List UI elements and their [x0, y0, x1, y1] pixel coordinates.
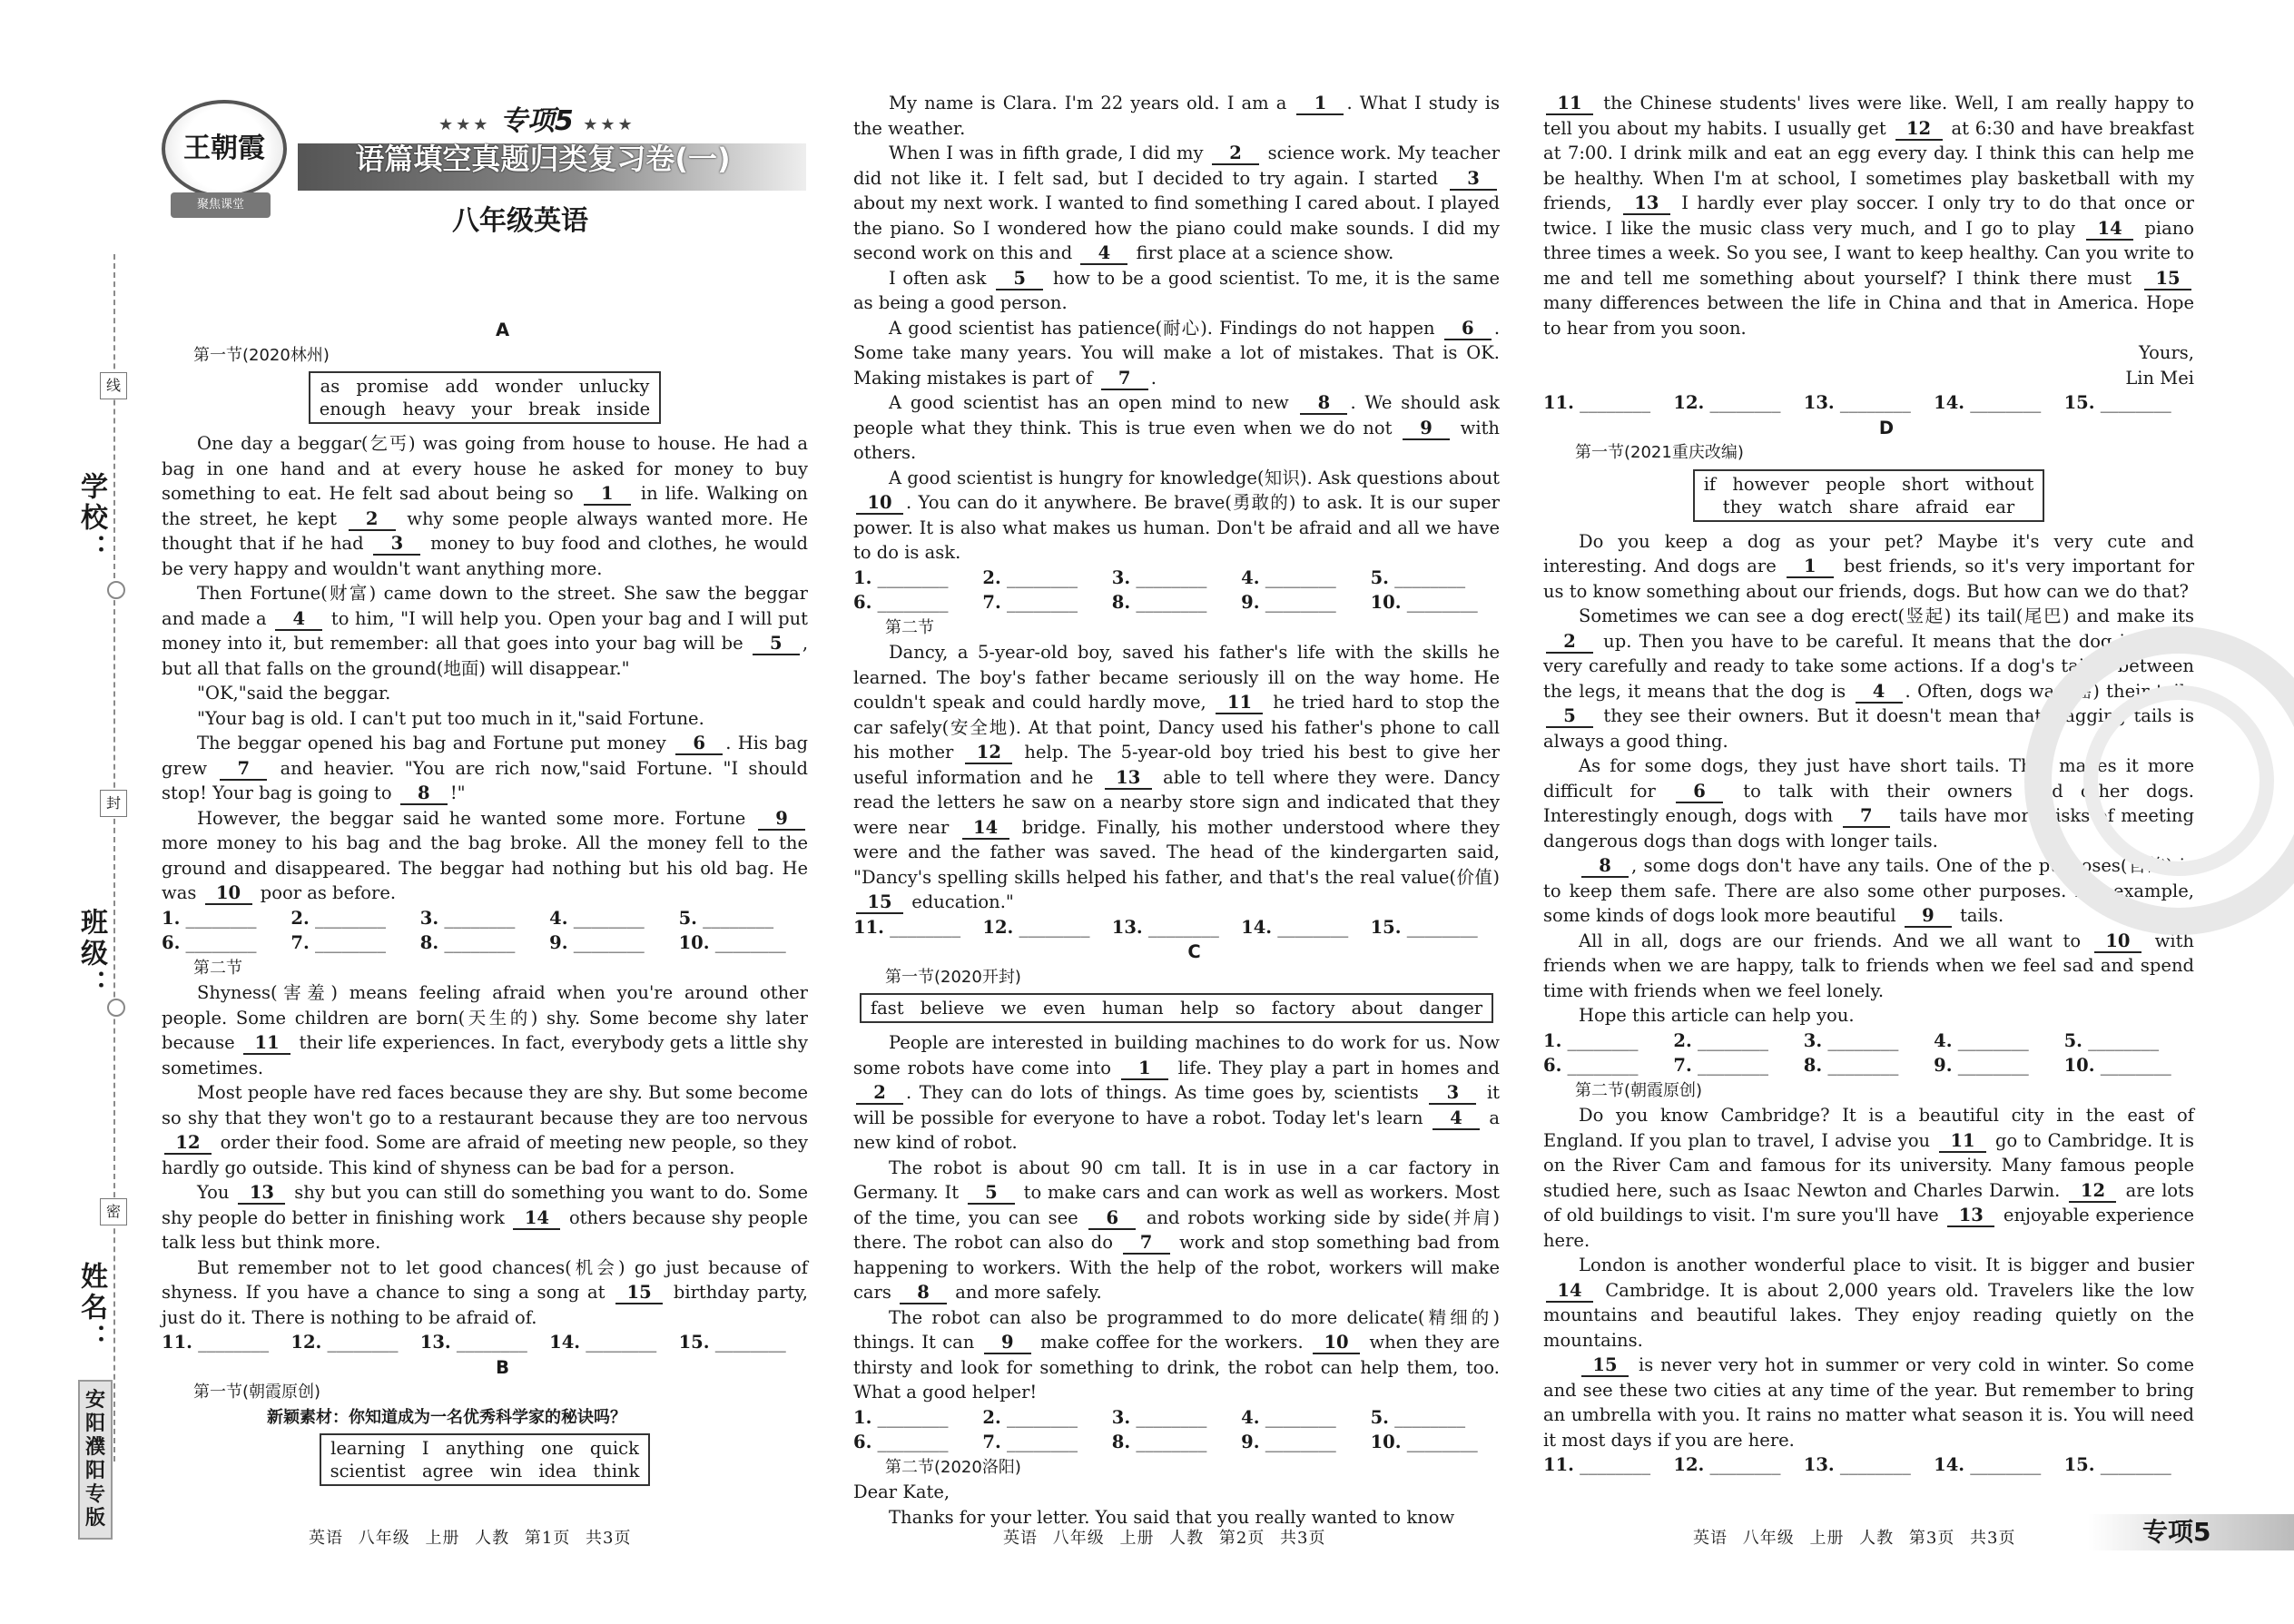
- answer-slot[interactable]: 11. _____: [1543, 1452, 1673, 1478]
- page-footer: 英语 八年级 上册 人教 第3页 共3页: [1693, 1529, 2016, 1548]
- blank[interactable]: 3: [1450, 169, 1497, 191]
- page-footer: 英语 八年级 上册 人教 第1页 共3页: [309, 1529, 632, 1548]
- paragraph: A good scientist has patience(耐心). Findings do not happen 6 . Some take many years. You will make a lot of mistakes. That is OK. Making mistakes is part of 7 .: [853, 317, 1501, 389]
- watermark-seal-icon: [2083, 685, 2274, 876]
- answer-slot[interactable]: 13. _____: [1112, 915, 1241, 940]
- blank[interactable]: 2: [856, 1083, 903, 1105]
- blank[interactable]: 12: [2069, 1181, 2116, 1203]
- blank[interactable]: 5: [1546, 706, 1593, 728]
- paragraph: Shyness(害羞) means feeling afraid when you're around other people. Some children are born(天生的) shy. Some become shy later because 11 their life experiences. In fact, everybody gets a little shy sometimes.: [162, 982, 809, 1078]
- title-banner: [298, 143, 806, 191]
- blank[interactable]: 14: [962, 818, 1009, 840]
- answer-slot[interactable]: 7. _____: [1673, 1053, 1803, 1078]
- answer-slot[interactable]: 8. _____: [420, 930, 549, 956]
- answer-slot[interactable]: 14. _____: [1241, 915, 1370, 940]
- blank[interactable]: 9: [1905, 906, 1952, 928]
- answer-slot[interactable]: 8. _____: [1804, 1053, 1934, 1078]
- answer-slot[interactable]: 4. _____: [1934, 1029, 2063, 1054]
- binding-hole-icon: [107, 581, 125, 599]
- answer-slot[interactable]: 10. _____: [2064, 1053, 2194, 1078]
- grade-title: 八年级英语: [452, 205, 588, 237]
- letter-signature: Lin Mei: [2125, 367, 2194, 389]
- answer-slot[interactable]: 3. _____: [1112, 566, 1241, 591]
- blank[interactable]: 7: [220, 759, 267, 781]
- answer-slot[interactable]: 12. _____: [1673, 1452, 1803, 1478]
- answer-row: [853, 915, 1500, 940]
- answer-row: [853, 566, 1500, 615]
- paragraph: Dancy, a 5-year-old boy, saved his father's life with the skills he learned. The boy's father became seriously ill on the way home. He couldn't speak and could hardly move, 11 he tried hard to stop the car safely(安全地). At that point, Dancy used his father's phone to call his mother 12 help. The 5-year-old boy tried his best to give her useful information and he 13 able to tell where they were. Dancy read the letters he saw on a nearby store sign and indicated that they were near 14 bridge. Finally, his mother understood where they were and the father was saved. The head of the kindergarten said, "Dancy's spelling skills helped his father, and that's the real value(价值) 15 education.": [853, 642, 1501, 912]
- answer-slot[interactable]: 9. _____: [549, 930, 678, 956]
- answer-slot[interactable]: 14. _____: [1934, 1452, 2063, 1478]
- answer-slot[interactable]: 4. _____: [1241, 1405, 1370, 1431]
- blank[interactable]: 1: [1787, 556, 1834, 578]
- answer-slot[interactable]: 14. _____: [1934, 390, 2063, 416]
- answer-slot[interactable]: 10. _____: [1371, 1430, 1500, 1455]
- paragraph: 15 is never very hot in summer or very cold in winter. So come and see these two cities at any time of the year. But remember to bring an umbrella with you. It rains no matter what season it is. You will need it most days if you are here.: [1543, 1354, 2194, 1451]
- blank[interactable]: 12: [965, 743, 1012, 764]
- blank[interactable]: 4: [275, 609, 322, 631]
- blank[interactable]: 11: [1546, 94, 1593, 115]
- answer-slot[interactable]: 9. _____: [1241, 590, 1370, 615]
- blank[interactable]: 8: [400, 783, 448, 805]
- answer-slot[interactable]: 5. _____: [679, 906, 808, 931]
- blank[interactable]: 10: [856, 493, 903, 515]
- answer-slot[interactable]: 8. _____: [1112, 590, 1241, 615]
- paragraph: Hope this article can help you.: [1579, 1005, 1855, 1026]
- paragraph: The beggar opened his bag and Fortune put money 6 . His bag grew 7 and heavier. "You are rich now,"said Fortune. "I should stop! Your bag is going to 8 !": [162, 733, 809, 803]
- school-field[interactable]: 学校：: [75, 472, 107, 565]
- blank[interactable]: 11: [1216, 693, 1263, 714]
- answer-slot[interactable]: 5. _____: [2064, 1029, 2194, 1054]
- blank[interactable]: 13: [1947, 1206, 1994, 1227]
- blank[interactable]: 6: [675, 733, 723, 755]
- answer-slot[interactable]: 2. _____: [290, 906, 419, 931]
- blank[interactable]: 6: [1444, 319, 1492, 340]
- answer-slot[interactable]: 11. _____: [1543, 390, 1673, 416]
- answer-slot[interactable]: 13. _____: [1804, 390, 1934, 416]
- paragraph: A good scientist is hungry for knowledge(知识). Ask questions about 10 . You can do it anywhere. Be brave(勇敢的) to ask. It is our super power. It is also what makes us human. Don't be afraid and all we have to do is ask.: [853, 467, 1500, 563]
- answer-slot[interactable]: 6. _____: [162, 930, 290, 956]
- blank[interactable]: 7: [1843, 806, 1890, 828]
- paragraph: Thanks for your letter. You said that you really wanted to know: [889, 1506, 1455, 1528]
- blank[interactable]: 4: [1080, 243, 1127, 265]
- section-label: 第二节(朝霞原创): [1575, 1080, 1703, 1100]
- seal-char-secret: 密: [100, 1198, 127, 1225]
- stars-icon: ★★★: [438, 115, 491, 134]
- paragraph: The robot can also be programmed to do more delicate(精细的) things. It can 9 make coffee for the workers. 10 when they are thirsty and look for something to drink, the robot can help them, too. What a good helper!: [853, 1306, 1501, 1403]
- answer-slot[interactable]: 12. _____: [1673, 390, 1803, 416]
- blank[interactable]: 11: [1939, 1131, 1986, 1153]
- blank[interactable]: 5: [753, 634, 800, 655]
- answer-row: [162, 906, 808, 956]
- answer-slot[interactable]: 4. _____: [549, 906, 678, 931]
- answer-slot[interactable]: 4. _____: [1241, 566, 1370, 591]
- blank[interactable]: 10: [1313, 1333, 1360, 1354]
- answer-slot[interactable]: 11. _____: [853, 915, 982, 940]
- paragraph: However, the beggar said he wanted some more. Fortune 9 more money to his bag and the bag broke. All the money fell to the ground and disappeared. The beggar had nothing but his old bag. He was 10 poor as before.: [162, 807, 808, 903]
- answer-slot[interactable]: 13. _____: [1804, 1452, 1934, 1478]
- blank[interactable]: 2: [1546, 632, 1593, 654]
- paragraph: One day a beggar(乞丐) was going from house to house. He had a bag in one hand and at every house he asked for money to buy something to eat. He felt sad about being so 1 in life. Walking on the street, he kept 2 why some people always wanted more. He thought that if he had 3 money to buy food and clothes, he would be very happy and wouldn't want anything more.: [162, 433, 809, 579]
- paragraph: "OK,"said the beggar.: [197, 683, 391, 704]
- word-bank: learning I anything one quick scientist agree win idea think: [320, 1433, 651, 1486]
- blank[interactable]: 14: [1546, 1281, 1593, 1303]
- blank[interactable]: 9: [984, 1333, 1031, 1354]
- answer-slot[interactable]: 15. _____: [679, 1330, 808, 1355]
- answer-slot[interactable]: 15. _____: [2064, 1452, 2194, 1478]
- blank[interactable]: 1: [584, 484, 631, 506]
- blank[interactable]: 7: [1101, 369, 1148, 390]
- paragraph: I often ask 5 how to be a good scientist. To me, it is the same as being a good person.: [853, 267, 1500, 313]
- special-label: ★★★ 专项5 ★★★: [438, 105, 635, 137]
- blank[interactable]: 13: [1105, 768, 1152, 790]
- answer-slot[interactable]: 1. _____: [1543, 1029, 1673, 1054]
- paragraph: Do you know Cambridge? It is a beautiful city in the east of England. If you plan to travel, I advise you 11 go to Cambridge. It is on the River Cam and famous for its university. Many famous people studied here, such as Isaac Newton and Charles Darwin. 12 are lots of old buildings to visit. I'm sure you'll have 13 enjoyable experience here.: [1543, 1105, 2195, 1251]
- answer-slot[interactable]: 5. _____: [1371, 566, 1500, 591]
- blank[interactable]: 10: [205, 883, 252, 905]
- answer-slot[interactable]: 14. _____: [549, 1330, 678, 1355]
- edition-badge: 安阳濮阳专版: [78, 1380, 113, 1540]
- cut-line: [113, 254, 115, 1462]
- name-field[interactable]: 姓名：: [75, 1262, 107, 1354]
- answer-slot[interactable]: 10. _____: [679, 930, 808, 956]
- blank[interactable]: 2: [1212, 143, 1259, 165]
- answer-slot[interactable]: 1. _____: [162, 906, 290, 931]
- answer-slot[interactable]: 9. _____: [1241, 1430, 1370, 1455]
- paragraph: All in all, dogs are our friends. And we all want to 10 with friends when we are happy, talk to friends when we feel sad and spend time with friends when we feel lonely.: [1543, 930, 2194, 1001]
- passage-label: B: [496, 1356, 509, 1378]
- section-label: 第二节(2020洛阳): [885, 1457, 1021, 1477]
- paragraph: "Your bag is old. I can't put too much in it,"said Fortune.: [197, 707, 704, 729]
- new-material-title: 新颖素材：你知道成为一名优秀科学家的秘诀吗？: [267, 1407, 626, 1427]
- answer-slot[interactable]: 7. _____: [982, 590, 1111, 615]
- answer-slot[interactable]: 15. _____: [2064, 390, 2194, 416]
- column-2: [853, 91, 1500, 1530]
- paragraph: People are interested in building machines to do work for us. Now some robots have come into 1 life. They play a part in homes and 2 . They can do lots of things. As time goes by, scientists 3 it will be possible for everyone to have a robot. Today let's learn 4 a new kind of robot.: [853, 1032, 1501, 1153]
- answer-slot[interactable]: 7. _____: [982, 1430, 1111, 1455]
- blank[interactable]: 1: [1121, 1058, 1168, 1080]
- passage-label: C: [1187, 941, 1201, 962]
- blank[interactable]: 7: [1123, 1233, 1170, 1255]
- blank[interactable]: 10: [2094, 931, 2141, 953]
- paragraph: Sometimes we can see a dog erect(竖起) its tail(尾巴) and make its 2 up. Then you have to be careful. It means that the dog is 3 very carefully and ready to take some actions. If a dog's tail is between the legs, it means that the dog is 4 . Often, dogs wag(摇) their tails 5 they see their owners. But it doesn't mean that wagging tails is always a good thing.: [1543, 605, 2194, 752]
- paragraph: Do you keep a dog as your pet? Maybe it's very cute and interesting. And dogs are 1 best friends, so it's very important for us to know something about our friends, dogs. But how can we do that?: [1543, 530, 2195, 602]
- blank[interactable]: 14: [2086, 219, 2133, 241]
- paragraph: The robot is about 90 cm tall. It is in use in a car factory in Germany. It 5 to make cars and can work as well as workers. Most of the time, you can see 6 and robots working side by side(并肩) there. The robot can also do 7 work and stop something bad from happening to workers. With the help of the robot, workers will make cars 8 and more safely.: [853, 1156, 1501, 1303]
- paragraph: 8 , some dogs don't have any tails. One of the purposes(目的) is to keep them safe. There are also some other purposes. For example, some kinds of dogs look more beautiful 9 tails.: [1543, 855, 2194, 926]
- letter-closing: Yours,: [2138, 342, 2194, 363]
- answer-slot[interactable]: 10. _____: [1371, 590, 1500, 615]
- blank[interactable]: 9: [1403, 418, 1450, 440]
- section-label: 第一节(朝霞原创): [193, 1383, 321, 1402]
- binding-margin: [0, 0, 145, 1624]
- answer-slot[interactable]: 3. _____: [1112, 1405, 1241, 1431]
- answer-slot[interactable]: 15. _____: [1371, 915, 1500, 940]
- word-bank: as promise add wonder unlucky enough heavy your break inside: [309, 371, 661, 424]
- word-bank: fast believe we even human help so factory about danger: [860, 993, 1493, 1023]
- section-label: 第一节(2020开封): [885, 967, 1021, 987]
- answer-slot[interactable]: 5. _____: [1371, 1405, 1500, 1431]
- blank[interactable]: 3: [2144, 632, 2191, 654]
- blank[interactable]: 8: [900, 1283, 947, 1304]
- blank[interactable]: 1: [1296, 94, 1344, 115]
- blank[interactable]: 9: [758, 809, 805, 831]
- binding-hole-icon: [107, 999, 125, 1017]
- blank[interactable]: 12: [1895, 119, 1943, 141]
- paragraph: My name is Clara. I'm 22 years old. I am a 1 . What I study is the weather.: [853, 93, 1501, 139]
- column-1: [162, 91, 808, 1493]
- answer-slot[interactable]: 2. _____: [982, 1405, 1111, 1431]
- section-label: 第一节(2020林州): [193, 345, 330, 365]
- word-bank: if however people short without they watch share afraid ear: [1693, 469, 2045, 522]
- answer-slot[interactable]: 2. _____: [1673, 1029, 1803, 1054]
- letter-greeting: Dear Kate,: [853, 1481, 950, 1502]
- stars-icon: ★★★: [583, 115, 635, 134]
- blank[interactable]: 15: [615, 1283, 663, 1304]
- blank[interactable]: 4: [1856, 682, 1903, 704]
- blank[interactable]: 2: [349, 509, 396, 531]
- blank[interactable]: 4: [1433, 1108, 1480, 1130]
- paragraph: When I was in fifth grade, I did my 2 science work. My teacher did not like it. I felt sad, but I decided to try again. I started 3 about my next work. I wanted to find something I cared about. I played the piano. So I wondered how the piano could make sounds. I did my second work on this and 4 first place at a science show.: [853, 143, 1501, 263]
- page-title: 语篇填空真题归类复习卷(一): [355, 142, 731, 176]
- answer-slot[interactable]: 12. _____: [290, 1330, 419, 1355]
- blank[interactable]: 6: [1676, 782, 1723, 803]
- page-header: [162, 91, 808, 318]
- blank[interactable]: 14: [513, 1208, 560, 1230]
- page-footer: 英语 八年级 上册 人教 第2页 共3页: [1003, 1529, 1326, 1548]
- paragraph: 11 the Chinese students' lives were like. Well, I am really happy to tell you about my habits. I usually get 12 at 6:30 and have breakfast at 7:00. I drink milk and eat an egg every day. I think this can help me be healthy. When I'm at school, I sometimes play basketball with my friends, 13 I hardly ever play soccer. I only try to do that once or twice. I like the music class very much, and I go to play 14 piano three times a week. So you see, I want to keep healthy. Can you write to me and tell me something about yourself? I think there must 15 many differences between the life in China and that in America. Hope to hear from you soon.: [1543, 93, 2195, 339]
- blank[interactable]: 6: [1088, 1208, 1136, 1230]
- answer-slot[interactable]: 6. _____: [853, 590, 982, 615]
- blank[interactable]: 13: [1623, 193, 1670, 215]
- blank[interactable]: 5: [996, 269, 1043, 290]
- special-tag: 专项5: [2088, 1514, 2294, 1550]
- answer-slot[interactable]: 2. _____: [982, 566, 1111, 591]
- answer-slot[interactable]: 7. _____: [290, 930, 419, 956]
- paragraph: A good scientist has an open mind to new 8 . We should ask people what they think. This is true even when we do not 9 with others.: [853, 392, 1500, 463]
- answer-row: [853, 1405, 1500, 1455]
- paragraph: Then Fortune(财富) came down to the street. She saw the beggar and made a 4 to him, "I will help you. Open your bag and I will put money into it, but remember: all that goes into your bag will be 5 , but all that falls on the ground(地面) will disappear.": [162, 583, 809, 679]
- brand-logo-sub: 聚焦课堂: [171, 192, 271, 218]
- paragraph: Most people have red faces because they are shy. But some become so shy that they won't go to a restaurant because they are too nervous 12 order their food. Some are afraid of meeting new people, so they hardly go outside. This kind of shyness can be bad for a person.: [162, 1082, 808, 1178]
- answer-slot[interactable]: 6. _____: [853, 1430, 982, 1455]
- answer-slot[interactable]: 13. _____: [420, 1330, 549, 1355]
- blank[interactable]: 3: [1429, 1083, 1476, 1105]
- paragraph: As for some dogs, they just have short tails. That makes it more difficult for 6 to talk with their owners and other dogs. Interestingly enough, dogs with 7 tails have more risks of meeting dangerous dogs than dogs with longer tails.: [1543, 755, 2194, 851]
- passage-label: D: [1878, 417, 1895, 438]
- seal-char-seal: 封: [100, 790, 127, 817]
- answer-slot[interactable]: 12. _____: [982, 915, 1111, 940]
- answer-row: [1543, 390, 2194, 416]
- blank[interactable]: 3: [373, 534, 420, 556]
- blank[interactable]: 8: [1300, 393, 1347, 415]
- answer-slot[interactable]: 9. _____: [1934, 1053, 2063, 1078]
- answer-slot[interactable]: 6. _____: [1543, 1053, 1673, 1078]
- blank[interactable]: 12: [164, 1133, 212, 1155]
- passage-label: A: [495, 320, 510, 340]
- answer-row: [1543, 1452, 2194, 1478]
- paragraph: But remember not to let good chances(机会) go just because of shyness. If you have a chance to sing a song at 15 birthday party, just do it. There is nothing to be afraid of.: [162, 1256, 809, 1328]
- section-label: 第一节(2021重庆改编): [1575, 443, 1744, 462]
- class-field[interactable]: 班级：: [75, 908, 107, 1000]
- answer-row: [1543, 1029, 2194, 1078]
- answer-slot[interactable]: 1. _____: [853, 566, 982, 591]
- seal-char-line: 线: [100, 372, 127, 399]
- paragraph: You 13 shy but you can still do something you want to do. Some shy people do better in finishing work 14 others because shy people talk less but think more.: [162, 1182, 809, 1253]
- answer-slot[interactable]: 3. _____: [420, 906, 549, 931]
- section-label: 第二节: [193, 958, 242, 978]
- section-label: 第二节: [885, 617, 934, 637]
- answer-slot[interactable]: 3. _____: [1804, 1029, 1934, 1054]
- blank[interactable]: 15: [856, 892, 903, 914]
- blank[interactable]: 15: [2144, 269, 2191, 290]
- answer-row: [162, 1330, 808, 1355]
- answer-slot[interactable]: 11. _____: [162, 1330, 290, 1355]
- blank[interactable]: 15: [1581, 1355, 1629, 1377]
- answer-slot[interactable]: 1. _____: [853, 1405, 982, 1431]
- blank[interactable]: 8: [1581, 856, 1629, 878]
- answer-slot[interactable]: 8. _____: [1112, 1430, 1241, 1455]
- blank[interactable]: 11: [243, 1033, 290, 1055]
- blank[interactable]: 13: [238, 1183, 285, 1205]
- paragraph: London is another wonderful place to visit. It is bigger and busier 14 Cambridge. It is about 2,000 years old. Travelers like the low mountains and beautiful lakes. They enjoy reading quietly on the mountains.: [1543, 1255, 2194, 1351]
- blank[interactable]: 5: [968, 1183, 1015, 1205]
- brand-logo: 王朝霞: [162, 100, 287, 198]
